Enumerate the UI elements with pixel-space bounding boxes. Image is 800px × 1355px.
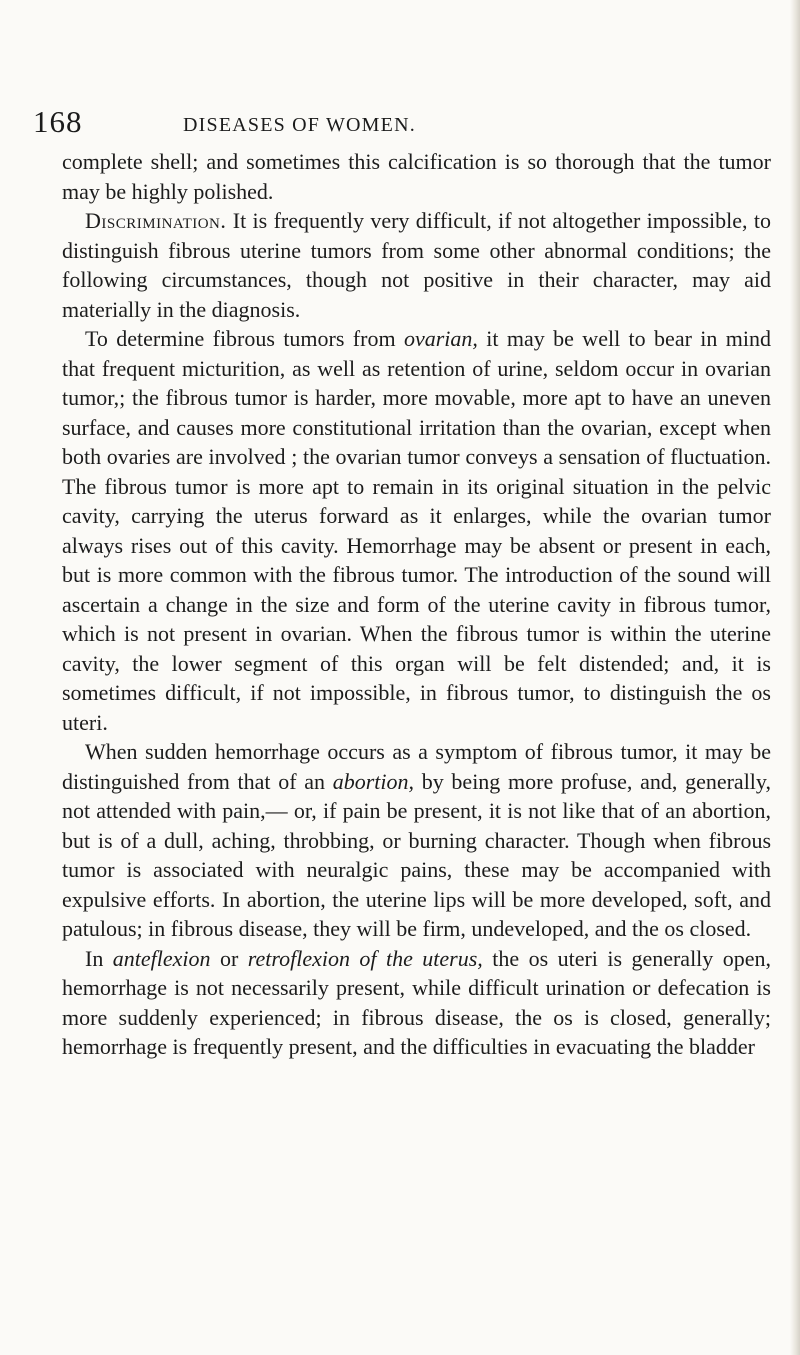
paragraph-text: To determine fibrous tumors from	[85, 326, 404, 351]
italic-term: anteflexion	[112, 945, 211, 971]
paragraph-text: it may be well to bear in mind that frequent micturition, as well as retention of urine, seldom occur in ovarian tumor,; the fibrous tumor is harder, more movable, more apt to have an uneven surface, and causes more constitutional irritation than the ovarian, except when both ovaries are involved ; the ovarian tumor conveys a sensation of fluctuation. The fibrous tumor is more apt to remain in its original situation in the pelvic cavity, carrying the uterus forward as it enlarges, while the ovarian tumor always rises out of this cavity. Hemorrhage may be absent or present in each, but is more common with the fibrous tumor. The introduction of the sound will ascertain a change in the size and form of the uterine cavity in fibrous tumor, which is not present in ovarian. When the fibrous tumor is within the uterine cavity, the lower segment of this organ will be felt distended; and, it is sometimes difficult, if not impossible, in fibrous tumor, to distinguish the os uteri.	[62, 326, 771, 735]
italic-term: abortion,	[332, 768, 415, 794]
paragraph-flexion	[62, 944, 771, 1062]
paragraph-text: the os uteri is generally open, hemorrhage is not necessarily present, while difficult urination or defecation is more suddenly experienced; in fibrous disease, the os is closed, generally; hemorrhage is frequently present, and the difficulties in evacuating the bladder	[62, 945, 772, 1059]
section-lead-in: Discrimination.	[85, 208, 227, 233]
page-edge-shadow	[790, 0, 800, 1355]
paragraph-abortion	[62, 737, 771, 944]
paragraph-discrimination	[62, 206, 771, 324]
italic-term: retroflexion of the uterus,	[247, 945, 483, 971]
paragraph-ovarian	[62, 324, 771, 737]
paragraph-text: by being more profuse, and, generally, not attended with pain,— or, if pain be present, it is not like that of an abortion, but is of a dull, aching, throbbing, or burning character. Though when fibrous tumor is associated with neuralgic pains, these may be accompanied with expulsive efforts. In abortion, the uterine lips will be more developed, soft, and patulous; in fibrous disease, they will be firm, undeveloped, and the os closed.	[62, 768, 771, 941]
paragraph-continuation	[62, 147, 771, 206]
paragraph-text: In	[85, 945, 113, 971]
paragraph-text: It is frequently very difficult, if not altogether impossible, to distinguish fibrous uterine tumors from some other abnormal conditions; the following circumstances, though not positive in their character, may aid materially in the diagnosis.	[62, 208, 771, 322]
paragraph-text: complete shell; and sometimes this calcification is so thorough that the tumor may be highly polished.	[62, 149, 771, 204]
paragraph-text: or	[210, 945, 248, 971]
italic-term: ovarian,	[403, 326, 478, 351]
running-head: DISEASES OF WOMEN.	[183, 114, 416, 136]
page-number: 168	[33, 104, 83, 139]
body-text	[62, 147, 771, 1062]
page-header	[33, 98, 773, 148]
paragraph-text: When sudden hemorrhage occurs as a symptom of fibrous tumor, it may be distinguished from that of an	[62, 739, 771, 794]
